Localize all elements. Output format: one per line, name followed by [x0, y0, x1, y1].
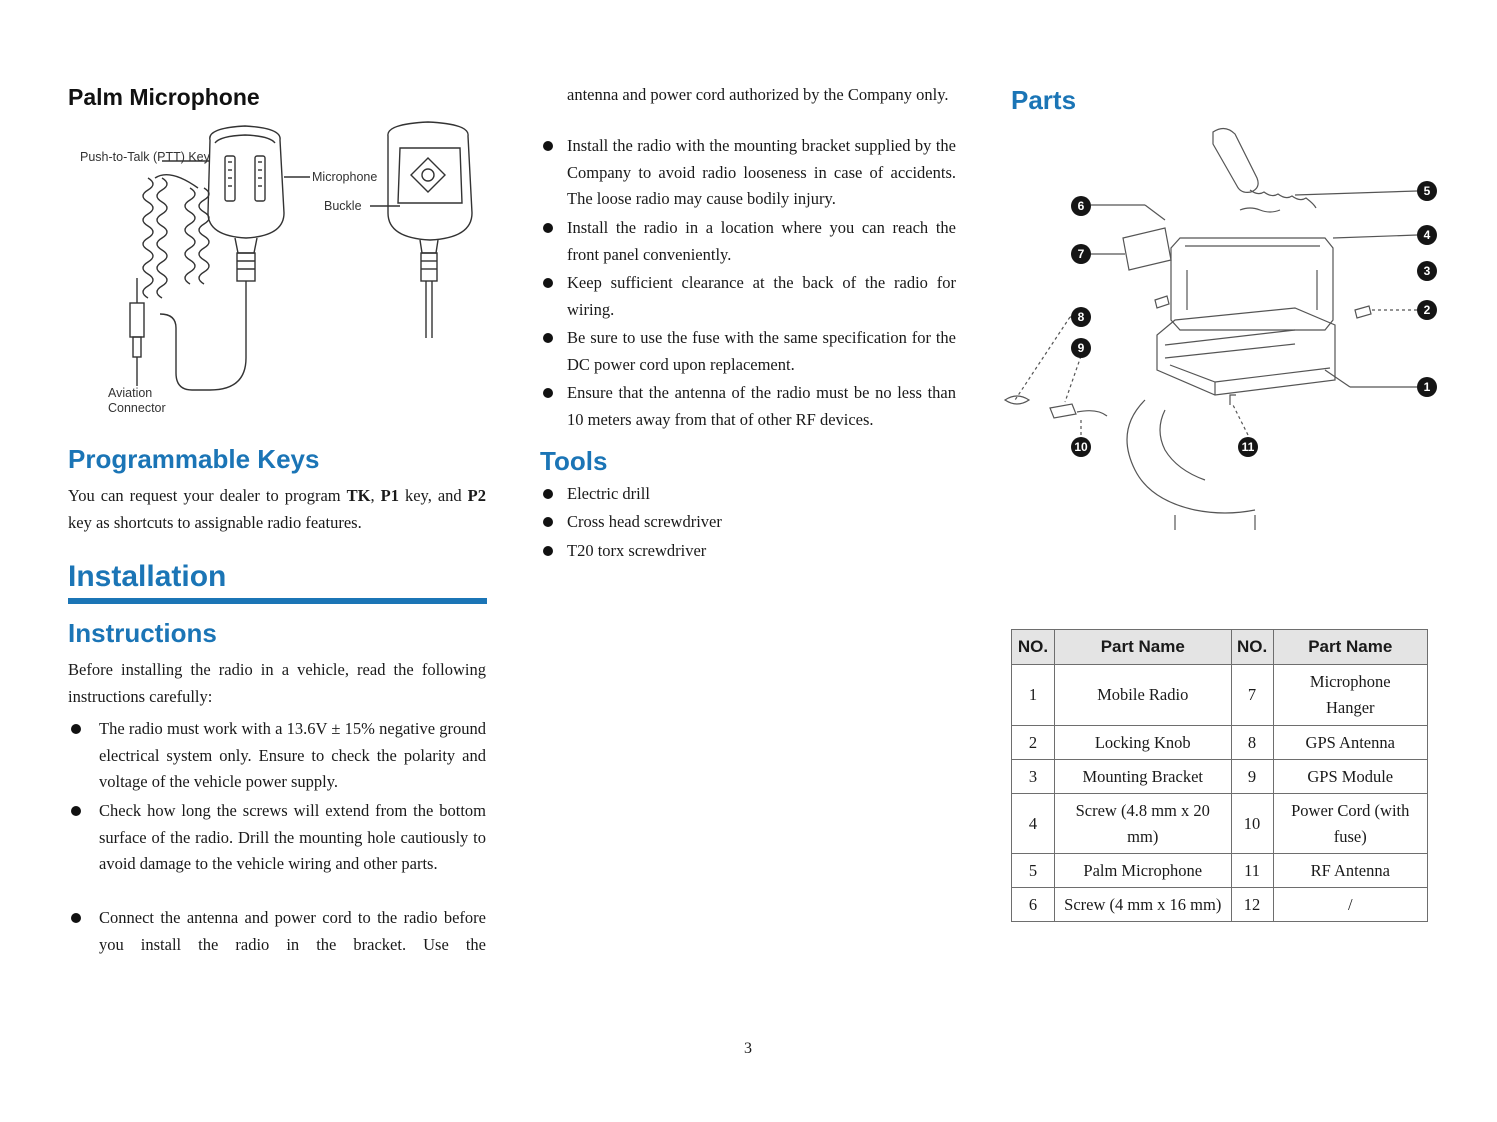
- instruction-bullet: Connect the antenna and power cord to the radio before you install the radio in the bracket. Use the: [68, 905, 486, 958]
- table-cell: 7: [1231, 665, 1273, 726]
- parts-callout: 2: [1417, 300, 1437, 320]
- parts-callout: 1: [1417, 377, 1437, 397]
- parts-exploded-diagram: [995, 120, 1440, 540]
- instruction-bullet: The radio must work with a 13.6V ± 15% negative ground electrical system only. Ensure to check the polarity and voltage of the vehicle power supply.: [68, 716, 486, 796]
- table-cell: RF Antenna: [1273, 854, 1428, 888]
- table-cell: 4: [1012, 794, 1055, 854]
- table-cell: /: [1273, 888, 1428, 922]
- parts-drawing: [995, 120, 1440, 540]
- bullet-dot: [71, 806, 81, 816]
- header-part-name: Part Name: [1273, 630, 1428, 665]
- table-cell: 3: [1012, 760, 1055, 794]
- table-cell: 1: [1012, 665, 1055, 726]
- tool-item: T20 torx screwdriver: [540, 538, 940, 565]
- parts-callout: 4: [1417, 225, 1437, 245]
- table-cell: 9: [1231, 760, 1273, 794]
- table-cell: Microphone Hanger: [1273, 665, 1428, 726]
- instruction-bullet: Ensure that the antenna of the radio must be no less than 10 meters away from that of other RF devices.: [540, 380, 956, 433]
- table-cell: 2: [1012, 726, 1055, 760]
- table-row: [1012, 760, 1428, 794]
- parts-callout: 3: [1417, 261, 1437, 281]
- table-row: [1012, 854, 1428, 888]
- key-p1: P1: [380, 486, 399, 505]
- table-cell: 6: [1012, 888, 1055, 922]
- instruction-bullet: Keep sufficient clearance at the back of the radio for wiring.: [540, 270, 956, 323]
- table-row: [1012, 665, 1428, 726]
- palm-microphone-illustration: [70, 118, 500, 423]
- parts-table: [1011, 629, 1428, 922]
- table-row: [1012, 726, 1428, 760]
- table-row: [1012, 888, 1428, 922]
- programmable-keys-title: Programmable Keys: [68, 444, 320, 474]
- parts-callout: 8: [1071, 307, 1091, 327]
- bullet-dot: [543, 223, 553, 233]
- key-tk: TK: [346, 486, 371, 505]
- table-row: [1012, 794, 1428, 854]
- parts-callout: 5: [1417, 181, 1437, 201]
- instruction-bullet: Install the radio in a location where you can reach the front panel conveniently.: [540, 215, 956, 268]
- key-p2: P2: [467, 486, 487, 505]
- bullet-dot: [543, 141, 553, 151]
- table-cell: Screw (4.8 mm x 20 mm): [1054, 794, 1231, 854]
- programmable-keys-text: You can request your dealer to program TK, P1 key, and P2 key as shortcuts to assignable radio features.: [68, 486, 487, 532]
- instruction-bullet: Check how long the screws will extend from the bottom surface of the radio. Drill the mounting hole cautiously to avoid damage to the vehicle wiring and other parts.: [68, 798, 486, 878]
- instructions-intro: Before installing the radio in a vehicle, read the following instructions carefully:: [68, 660, 486, 706]
- table-cell: GPS Antenna: [1273, 726, 1428, 760]
- tools-title: Tools: [540, 446, 608, 476]
- tool-item: Electric drill: [540, 481, 940, 508]
- installation-title: Installation: [68, 560, 227, 593]
- bullet-dot: [71, 913, 81, 923]
- parts-callout: 11: [1238, 437, 1258, 457]
- parts-callout: 6: [1071, 196, 1091, 216]
- ptt-key-label: Push-to-Talk (PTT) Key: [80, 150, 210, 164]
- bullet-dot: [543, 333, 553, 343]
- parts-callout: 10: [1071, 437, 1091, 457]
- table-cell: Palm Microphone: [1054, 854, 1231, 888]
- parts-title: Parts: [1011, 85, 1077, 115]
- installation-continuation: antenna and power cord authorized by the Company only.: [567, 85, 949, 104]
- instruction-bullet: Be sure to use the fuse with the same specification for the DC power cord upon replacement.: [540, 325, 956, 378]
- microphone-label: Microphone: [312, 170, 378, 184]
- instruction-bullet: Install the radio with the mounting bracket supplied by the Company to avoid radio looseness in case of accidents. The loose radio may cause bodily injury.: [540, 133, 956, 213]
- table-cell: Locking Knob: [1054, 726, 1231, 760]
- parts-callout: 7: [1071, 244, 1091, 264]
- header-no: NO.: [1012, 630, 1055, 665]
- bullet-dot: [543, 388, 553, 398]
- table-cell: 11: [1231, 854, 1273, 888]
- table-cell: 5: [1012, 854, 1055, 888]
- bullet-dot: [71, 724, 81, 734]
- bullet-dot: [543, 489, 553, 499]
- aviation-connector-label: Aviation Connector: [108, 386, 166, 415]
- table-cell: 10: [1231, 794, 1273, 854]
- bullet-dot: [543, 278, 553, 288]
- table-cell: Mounting Bracket: [1054, 760, 1231, 794]
- buckle-label: Buckle: [324, 199, 362, 213]
- table-cell: Mobile Radio: [1054, 665, 1231, 726]
- page-number: 3: [744, 1040, 752, 1057]
- instructions-title: Instructions: [68, 618, 217, 648]
- table-cell: 12: [1231, 888, 1273, 922]
- bullet-dot: [543, 546, 553, 556]
- table-cell: GPS Module: [1273, 760, 1428, 794]
- header-part-name: Part Name: [1054, 630, 1231, 665]
- table-cell: Power Cord (with fuse): [1273, 794, 1428, 854]
- table-header-row: [1012, 630, 1428, 665]
- header-no: NO.: [1231, 630, 1273, 665]
- tool-item: Cross head screwdriver: [540, 509, 940, 536]
- parts-callout: 9: [1071, 338, 1091, 358]
- palm-microphone-title: Palm Microphone: [68, 84, 260, 110]
- bullet-dot: [543, 517, 553, 527]
- table-cell: 8: [1231, 726, 1273, 760]
- table-cell: Screw (4 mm x 16 mm): [1054, 888, 1231, 922]
- installation-rule: [68, 598, 487, 604]
